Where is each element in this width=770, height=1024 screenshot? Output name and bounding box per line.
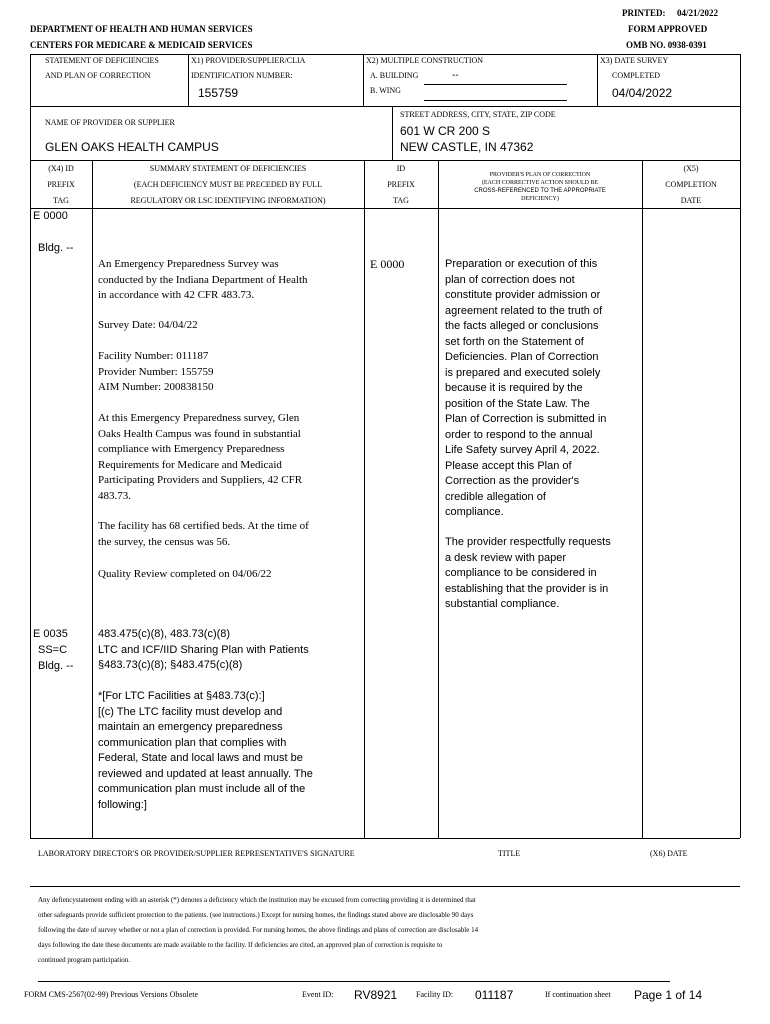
scope-severity: SS=C	[38, 644, 68, 656]
x1-label-2: IDENTIFICATION NUMBER:	[191, 71, 293, 80]
box-divider-1	[30, 106, 740, 107]
col-divider-4	[642, 160, 643, 838]
desk-review-paragraph: The provider respectfully requests a desk review with paper compliance to be considered in establishing that the provider is in substantial compliance.	[445, 536, 611, 610]
x4-header-2: PREFIX	[47, 180, 75, 189]
col-divider-1	[92, 160, 93, 838]
regulation-text: *[For LTC Facilities at §483.73(c):] [(c) The LTC facility must develop and maintain an emergency preparedness communication plan that complies with Federal, State and local laws and must be reviewed and updated at least annually. The communication plan must include all of the following:]	[98, 690, 313, 811]
provider-id-value: 155759	[198, 86, 239, 100]
building-underline	[424, 84, 567, 85]
divider-x1	[188, 54, 189, 106]
disclaimer-line-5: continued program participation.	[38, 956, 130, 964]
provider-name: GLEN OAKS HEALTH CAMPUS	[45, 140, 219, 154]
form-approved: FORM APPROVED	[628, 24, 708, 34]
plan-header-3: CROSS-REFERENCED TO THE APPROPRIATE	[474, 188, 606, 194]
facility-id-label: Facility ID:	[416, 990, 454, 999]
statement-label-2: AND PLAN OF CORRECTION	[45, 71, 151, 80]
divider-address	[392, 106, 393, 160]
summary-header-2: (EACH DEFICIENCY MUST BE PRECEDED BY FULL	[133, 180, 323, 189]
regulation-title: 483.475(c)(8), 483.73(c)(8) LTC and ICF/IID Sharing Plan with Patients §483.73(c)(8); §483.475(c)(8)	[98, 628, 309, 671]
quality-review: Quality Review completed on 04/06/22	[98, 568, 272, 580]
wing-label: B. WING	[370, 86, 401, 95]
disclaimer-line-2: other safeguards provide sufficient protection to the patients. (see instructions.) Except for nursing homes, the findings stated above are disclosable 90 days	[38, 911, 474, 919]
event-id-label: Event ID:	[302, 990, 334, 999]
facility-identifiers: Facility Number: 011187 Provider Number: 155759 AIM Number: 200838150	[98, 350, 214, 393]
beds-paragraph: The facility has 68 certified beds. At the time of the survey, the census was 56.	[98, 520, 309, 548]
box-right-border	[740, 54, 741, 838]
continuation-label: If continuation sheet	[545, 990, 611, 999]
address-line-2: NEW CASTLE, IN 47362	[400, 140, 534, 154]
plan-header-2: (EACH CORRECTIVE ACTION SHOULD BE	[481, 180, 599, 186]
event-id: RV8921	[354, 988, 398, 1002]
x5-header-2: COMPLETION	[665, 180, 717, 189]
plan-header-4: DEFICIENCY)	[521, 196, 559, 202]
page-number: Page 1 of 14	[634, 988, 703, 1002]
x4-header-3: TAG	[53, 196, 69, 205]
survey-completed-date: 04/04/2022	[612, 86, 673, 100]
tag-e0035: E 0035	[33, 628, 68, 640]
x1-label-1: X1) PROVIDER/SUPPLIER/CLIA	[191, 56, 306, 65]
department-name: DEPARTMENT OF HEALTH AND HUMAN SERVICES	[30, 24, 253, 34]
plan-header-1: PROVIDER'S PLAN OF CORRECTION	[489, 172, 591, 178]
id-header-2: PREFIX	[387, 180, 415, 189]
statement-label-1: STATEMENT OF DEFICIENCIES	[45, 56, 159, 65]
centers-name: CENTERS FOR MEDICARE & MEDICAID SERVICES	[30, 40, 253, 50]
summary-header-3: REGULATORY OR LSC IDENTIFYING INFORMATION)	[130, 196, 326, 205]
box-top-border	[30, 54, 740, 55]
disclaimer-line-1: Any defiencystatement ending with an asterisk (*) denotes a deficiency which the institution may be excused from correcting providing it is determined that	[38, 896, 476, 904]
address-label: STREET ADDRESS, CITY, STATE, ZIP CODE	[400, 110, 556, 119]
bldg-label-1: Bldg. --	[38, 242, 74, 254]
x3-label-1: X3) DATE SURVEY	[600, 56, 669, 65]
provider-name-label: NAME OF PROVIDER OR SUPPLIER	[45, 118, 175, 127]
facility-id: 011187	[475, 988, 514, 1002]
printed-date: 04/21/2022	[677, 8, 719, 18]
box-divider-2	[30, 160, 740, 161]
col-divider-2	[364, 160, 365, 838]
x4-header-1: (X4) ID	[48, 164, 74, 173]
footer-rule	[38, 981, 670, 982]
printed-label: PRINTED:	[622, 8, 666, 18]
summary-header-1: SUMMARY STATEMENT OF DEFICIENCIES	[149, 164, 307, 173]
disclaimer-line-3: following the date of survey whether or not a plan of correction is provided. For nursing homes, the above findings and plans of correction are disclosable 14	[38, 926, 479, 934]
x3-label-2: COMPLETED	[612, 71, 660, 80]
disclaimer-line-4: days following the date these documents are made available to the facility. If deficiencies are cited, an approved plan of correction is requisite to	[38, 941, 443, 949]
signature-bottom	[30, 886, 740, 887]
address-line-1: 601 W CR 200 S	[400, 124, 491, 138]
tag-e0000: E 0000	[33, 210, 68, 222]
id-tag-e0000: E 0000	[370, 257, 405, 271]
compliance-paragraph: At this Emergency Preparedness survey, Glen Oaks Health Campus was found in substantial compliance with Emergency Preparedness Requirements for Medicare and Medicaid Participating Providers and Suppliers, 42 CFR 483.73.	[98, 412, 303, 502]
director-signature-label: LABORATORY DIRECTOR'S OR PROVIDER/SUPPLIER REPRESENTATIVE'S SIGNATURE	[38, 849, 355, 858]
x2-label: X2) MULTIPLE CONSTRUCTION	[366, 56, 484, 65]
survey-intro-paragraph: An Emergency Preparedness Survey was conducted by the Indiana Department of Health in accordance with 42 CFR 483.73.	[98, 258, 308, 301]
divider-x2	[363, 54, 364, 106]
bldg-label-2: Bldg. --	[38, 660, 74, 672]
building-label: A. BUILDING	[370, 71, 419, 80]
divider-x3	[597, 54, 598, 106]
x6-date-label: (X6) DATE	[650, 849, 688, 858]
plan-of-correction-paragraph: Preparation or execution of this plan of correction does not constitute provider admission or agreement related to the truth of the facts alleged or conclusions set forth on the Statement of Deficiencies. Plan of Correction is prepared and executed solely because it is required by the position of the State Law. The Plan of Correction is submitted in order to respond to the annual Life Safety survey April 4, 2022. Please accept this Plan of Correction as the provider's credible allegation of compliance.	[445, 258, 607, 518]
id-header-1: ID	[396, 164, 406, 173]
col-divider-3	[438, 160, 439, 838]
survey-date: Survey Date: 04/04/22	[98, 319, 198, 331]
table-bottom	[30, 838, 740, 839]
wing-underline	[424, 100, 567, 101]
form-number: FORM CMS-2567(02-99) Previous Versions Obsolete	[24, 990, 199, 999]
x5-header-3: DATE	[680, 196, 702, 205]
title-label: TITLE	[498, 849, 521, 858]
header-row-bottom	[30, 208, 740, 209]
id-header-3: TAG	[393, 196, 409, 205]
x5-header-1: (X5)	[683, 164, 699, 173]
omb-number: OMB NO. 0938-0391	[626, 40, 707, 50]
building-value: --	[452, 70, 459, 81]
